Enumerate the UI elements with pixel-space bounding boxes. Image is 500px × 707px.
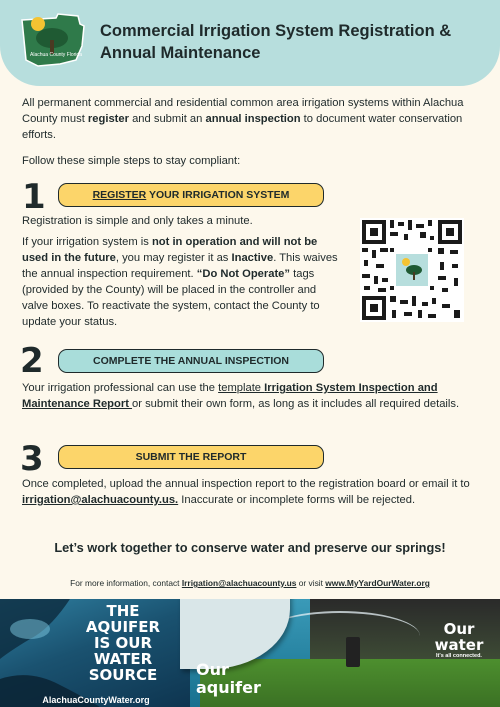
- register-link[interactable]: REGISTER: [92, 189, 147, 201]
- sprinkler-head-icon: [346, 637, 360, 667]
- step-3-pill: SUBMIT THE REPORT: [58, 445, 324, 469]
- step-2-text: or submit their own form, as long as it includes all required details.: [132, 398, 460, 410]
- step-1-text: tags (provided by the County) will be placed in the controller and valve boxes. To reactivate the system, contact the County to update your status.: [22, 268, 320, 328]
- step-1-line: Registration is simple and only takes a minute.: [22, 215, 253, 227]
- step-3-text: Once completed, upload the annual inspection report to the registration board or email it to: [22, 478, 470, 490]
- page-title: Commercial Irrigation System Registration & Annual Maintenance: [100, 22, 452, 62]
- qr-code[interactable]: [360, 218, 464, 322]
- step-1-text: . This waives the annual inspection requirement.: [22, 252, 338, 280]
- intro-text: All permanent commercial and residential common area irrigation systems within Alachua County must: [22, 97, 464, 125]
- step-1-text: , you may register it as: [115, 252, 232, 264]
- footer-banner: [0, 599, 500, 707]
- step-1-text: If your irrigation system is: [22, 236, 152, 248]
- aquifer-line: THE: [106, 602, 140, 620]
- intro-paragraph: [22, 95, 482, 143]
- step-2-paragraph: [22, 380, 480, 412]
- step-1-pill-label: YOUR IRRIGATION SYSTEM: [146, 189, 290, 201]
- header-banner: [0, 0, 500, 86]
- step-3-paragraph: [22, 476, 480, 508]
- step-1-pill: [58, 183, 324, 207]
- our-water-line: Our: [443, 620, 475, 638]
- aquifer-cave-image: [0, 599, 190, 707]
- aquifer-line: SOURCE: [88, 666, 158, 684]
- step-3-text: Inaccurate or incomplete forms will be rejected.: [178, 494, 416, 506]
- step-1-bold: not in operation and will not be used in the future: [22, 236, 318, 264]
- more-info-line: [0, 578, 500, 588]
- template-link[interactable]: template: [218, 382, 265, 394]
- more-info-text: or visit: [296, 578, 326, 588]
- connected-tagline: It's all connected.: [436, 653, 482, 659]
- slogan: Let’s work together to conserve water and preserve our springs!: [54, 540, 446, 555]
- logo-caption: Alachua County Florida: [30, 52, 82, 58]
- aquifer-line: IS OUR: [93, 634, 153, 652]
- step-2-number: 2: [20, 341, 44, 381]
- myyardourwater-link[interactable]: www.MyYardOurWater.org: [325, 578, 430, 588]
- step-1-inactive: Inactive: [231, 252, 274, 264]
- step-1-paragraph: [22, 234, 344, 330]
- aquifer-headline: [68, 603, 178, 683]
- aquifer-line: WATER: [93, 650, 153, 668]
- intro-annual-inspection: annual inspection: [205, 113, 301, 125]
- alachua-county-logo: [18, 10, 88, 68]
- our-aquifer-line: Our: [196, 660, 229, 679]
- step-1-do-not-operate: “Do Not Operate”: [196, 268, 291, 280]
- our-water-line: water: [434, 636, 484, 654]
- step-3-number: 3: [20, 439, 44, 479]
- step-2-pill: COMPLETE THE ANNUAL INSPECTION: [58, 349, 324, 373]
- more-info-text: For more information, contact: [70, 578, 182, 588]
- alachua-water-website[interactable]: AlachuaCountyWater.org: [42, 695, 150, 705]
- inspection-report-link[interactable]: Irrigation System Inspection and Maintenance Report: [22, 382, 438, 410]
- aquifer-line: AQUIFER: [85, 618, 161, 636]
- intro-text: to document water conservation efforts.: [22, 113, 463, 141]
- contact-email-link[interactable]: Irrigation@alachuacounty.us: [181, 578, 297, 588]
- our-aquifer-line: aquifer: [196, 678, 261, 697]
- step-1-number: 1: [22, 177, 46, 217]
- intro-register: register: [87, 113, 129, 125]
- irrigation-email-link[interactable]: irrigation@alachuacounty.us.: [22, 494, 179, 506]
- our-water-text: [420, 621, 498, 653]
- step-2-text: Your irrigation professional can use the: [22, 382, 219, 394]
- our-aquifer-text: [196, 661, 261, 697]
- follow-steps-text: Follow these simple steps to stay compliant:: [22, 155, 241, 167]
- intro-text: and submit an: [128, 113, 206, 125]
